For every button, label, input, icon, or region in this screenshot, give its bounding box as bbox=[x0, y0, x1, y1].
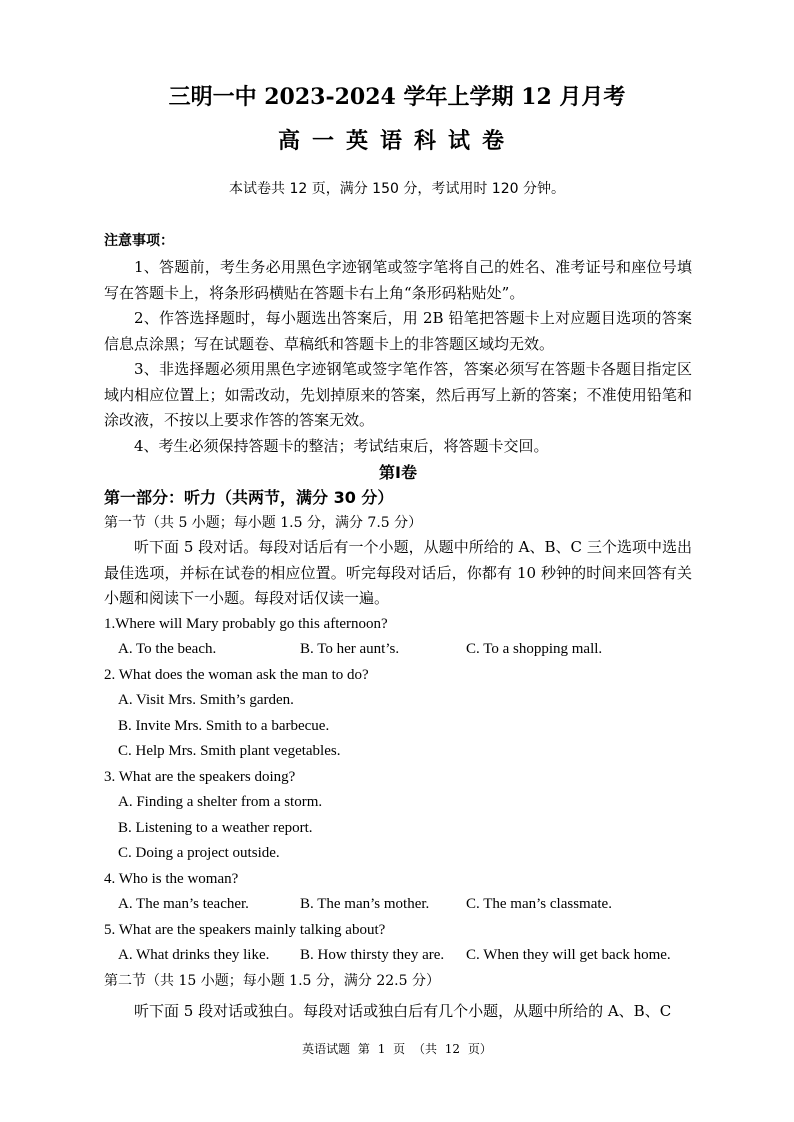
option-a: A. The man’s teacher. bbox=[118, 896, 249, 912]
option-a: A. What drinks they like. bbox=[118, 947, 270, 963]
exam-info: 本试卷共 12 页，满分 150 分，考试用时 120 分钟。 bbox=[229, 181, 565, 197]
option-c: C. To a shopping mall. bbox=[466, 641, 603, 657]
question-3: 3. What are the speakers doing? bbox=[104, 768, 296, 785]
note-item-2: 2、作答选择题时，每小题选出答案后，用 2B 铅笔把答题卡上对应题目选项的答案信息点涂黑；写在试题卷、草稿纸和答题卡上的非答题区域均无效。 bbox=[104, 309, 692, 353]
note-item-4: 4、考生必须保持答题卡的整洁；考试结束后，将答题卡交回。 bbox=[134, 436, 549, 455]
question-1: 1.Where will Mary probably go this afternoon? bbox=[104, 615, 388, 632]
page-footer: 英语试题 第 1 页 （共 12 页） bbox=[302, 1042, 492, 1056]
question-1-options bbox=[104, 637, 692, 663]
section2-instructions: 听下面 5 段对话或独白。每段对话或独白后有几个小题，从题中所给的 A、B、C bbox=[134, 1001, 672, 1020]
question-4: 4. Who is the woman? bbox=[104, 870, 239, 887]
question-5-options bbox=[104, 943, 692, 969]
option-b: B. Invite Mrs. Smith to a barbecue. bbox=[118, 717, 330, 734]
option-c: C. Doing a project outside. bbox=[118, 845, 280, 861]
exam-title: 三明一中 2023-2024 学年上学期 12 月月考 bbox=[168, 84, 626, 110]
section1-instructions: 听下面 5 段对话。每段对话后有一个小题，从题中所给的 A、B、C 三个选项中选出最佳选项，并标在试卷的相应位置。听完每段对话后，你都有 10 秒钟的时间来回答有关小题和阅读下一小题。每段对话仅读一遍。 bbox=[104, 538, 692, 607]
option-c: C. Help Mrs. Smith plant vegetables. bbox=[118, 743, 341, 759]
option-c: C. The man’s classmate. bbox=[466, 896, 612, 912]
exam-content bbox=[104, 230, 692, 1024]
exam-subtitle: 高一英语科试卷 bbox=[277, 128, 516, 154]
question-4-options bbox=[104, 892, 692, 918]
note-item-3: 3、非选择题必须用黑色字迹钢笔或签字笔作答，答案必须写在答题卡各题目指定区域内相应位置上；如需改动，先划掉原来的答案，然后再写上新的答案；不准使用铅笔和涂改液，不按以上要求作答的答案无效。 bbox=[104, 360, 692, 429]
option-a: A. To the beach. bbox=[118, 641, 217, 657]
option-a: A. Visit Mrs. Smith’s garden. bbox=[118, 692, 294, 708]
note-item-1: 1、答题前，考生务必用黑色字迹钢笔或签字笔将自己的姓名、准考证号和座位号填写在答题卡上，将条形码横贴在答题卡右上角“条形码粘贴处”。 bbox=[104, 258, 692, 302]
section1-title: 第一节（共 5 小题；每小题 1.5 分，满分 7.5 分） bbox=[104, 515, 423, 531]
option-b: B. Listening to a weather report. bbox=[118, 819, 313, 836]
volume-heading: 第Ⅰ卷 bbox=[379, 463, 417, 482]
section2-title: 第二节（共 15 小题；每小题 1.5 分，满分 22.5 分） bbox=[104, 972, 440, 989]
option-b: B. The man’s mother. bbox=[300, 896, 430, 912]
option-c: C. When they will get back home. bbox=[466, 947, 671, 963]
option-b: B. How thirsty they are. bbox=[300, 947, 445, 963]
option-a: A. Finding a shelter from a storm. bbox=[118, 794, 323, 810]
question-5: 5. What are the speakers mainly talking about? bbox=[104, 921, 386, 938]
part1-title: 第一部分：听力（共两节，满分 30 分） bbox=[104, 488, 394, 507]
question-2: 2. What does the woman ask the man to do? bbox=[104, 666, 369, 683]
option-b: B. To her aunt’s. bbox=[300, 641, 400, 657]
notes-heading: 注意事项： bbox=[104, 233, 174, 249]
